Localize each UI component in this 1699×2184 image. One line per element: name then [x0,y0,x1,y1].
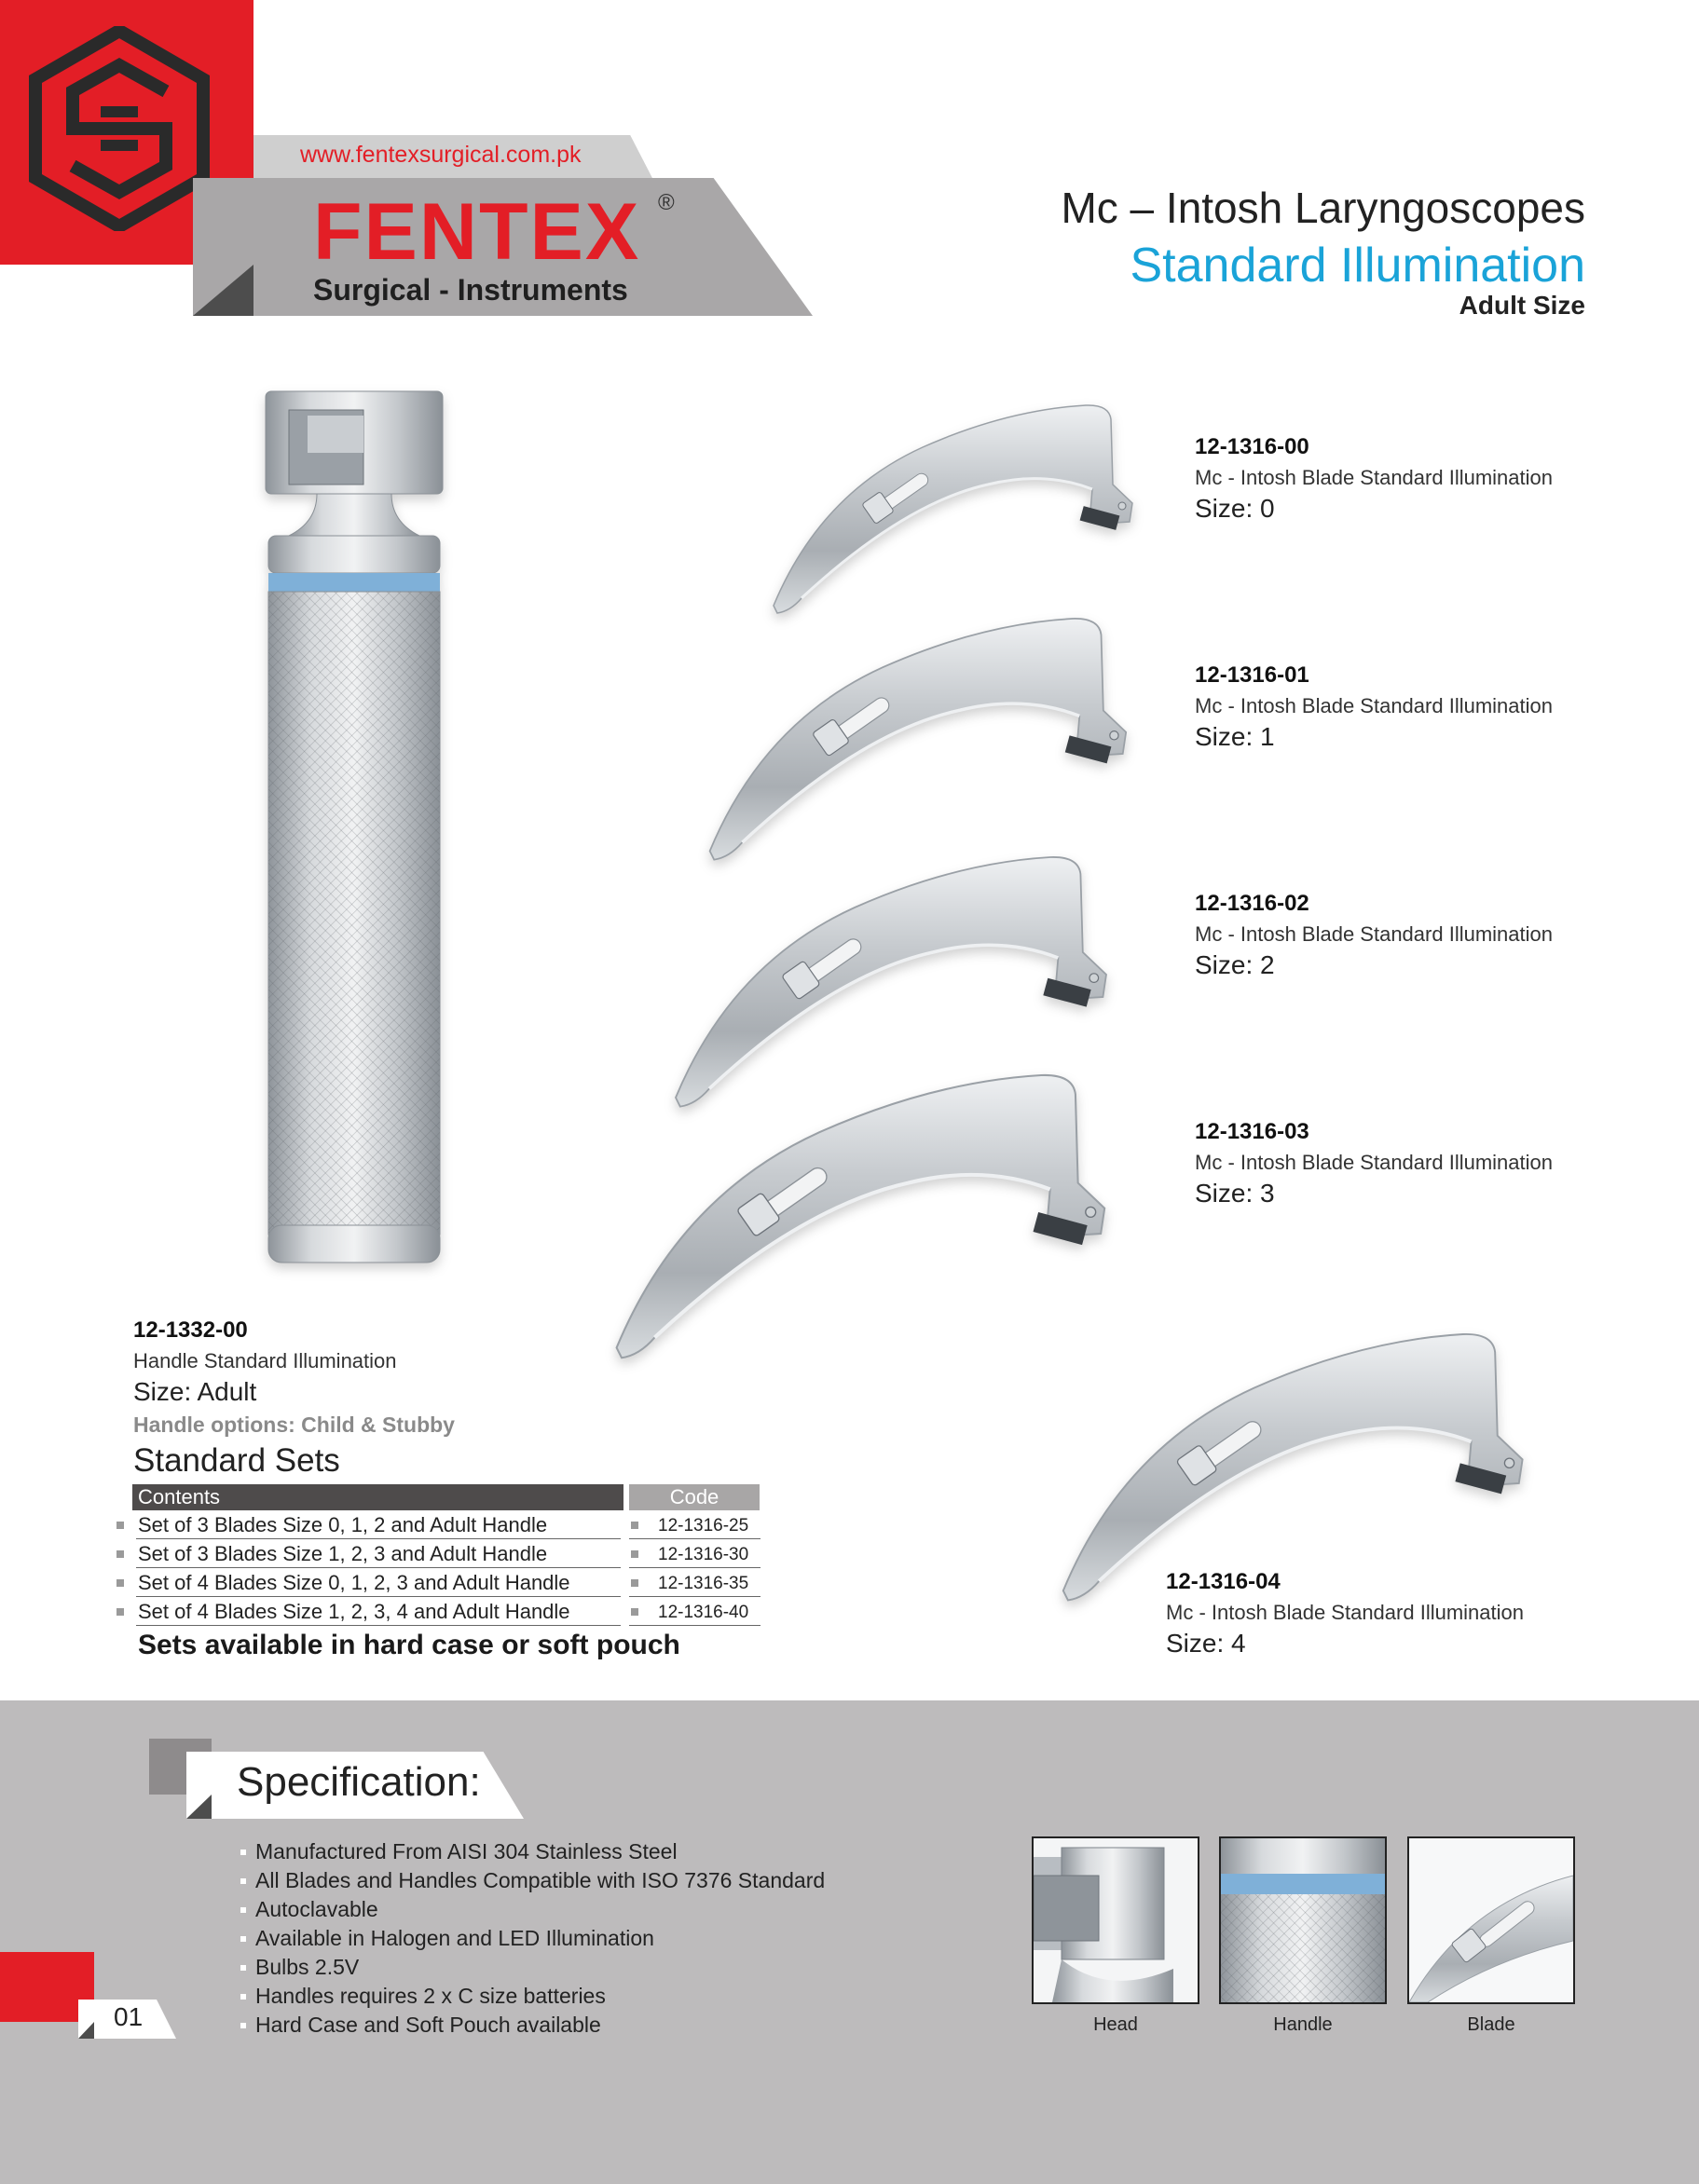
thumbnail-label: Head [1093,2014,1138,2035]
hexagon-s-logo-icon [26,26,212,231]
bullet-icon [116,1550,124,1558]
product-code: 12-1316-04 [1166,1569,1281,1594]
page-title: Mc – Intosh Laryngoscopes [1061,184,1585,232]
product-code: 12-1316-02 [1195,891,1309,916]
product-code: 12-1316-03 [1195,1119,1309,1144]
spec-item: Autoclavable [240,1895,825,1924]
product-name: Mc - Intosh Blade Standard Illumination [1166,1601,1524,1624]
set-contents: Set of 4 Blades Size 1, 2, 3, 4 and Adult Handle [138,1600,570,1623]
bullet-icon [116,1579,124,1587]
brand-tagline: Surgical - Instruments [313,273,628,307]
set-contents: Set of 3 Blades Size 1, 2, 3 and Adult Handle [138,1542,548,1565]
table-header [112,1484,764,1510]
brand-name: FENTEX [313,187,641,277]
bullet-icon [116,1608,124,1616]
handle-image [252,382,457,1276]
product-size: Size: 2 [1195,950,1275,979]
bullet-icon [631,1608,638,1616]
table-row [112,1510,764,1539]
thumbnail-handle [1219,1836,1387,2004]
registered-mark: ® [658,190,675,215]
blade-label-size-3 [1195,1119,1553,1208]
handle-closeup-image [1221,1838,1385,2002]
row-divider [629,1625,760,1626]
blade-label-size-4 [1166,1569,1524,1658]
blade-label-size-1 [1195,662,1553,752]
row-divider [136,1625,621,1626]
table-row [112,1597,764,1626]
blade-label-size-2 [1195,891,1553,980]
product-name: Mc - Intosh Blade Standard Illumination [1195,922,1553,946]
spec-title: Specification: [237,1759,481,1805]
thumbnail-head [1032,1836,1199,2004]
product-code: 12-1316-01 [1195,662,1309,688]
spec-item: Handles requires 2 x C size batteries [240,1982,825,2011]
spec-item: All Blades and Handles Compatible with ISO 7376 Standard [240,1866,825,1895]
page-number: 01 [114,2002,144,2031]
blade-label-size-0 [1195,434,1553,524]
bullet-icon [631,1579,638,1587]
set-code: 12-1316-25 [658,1516,749,1536]
bullet-icon [116,1522,124,1529]
bullet-icon [631,1550,638,1558]
table-row [112,1539,764,1568]
spec-item: Bulbs 2.5V [240,1953,825,1982]
website-link[interactable]: www.fentexsurgical.com.pk [300,142,582,168]
page-subtitle: Standard Illumination [1130,239,1585,293]
thumbnail-blade [1407,1836,1575,2004]
page-size-label: Adult Size [1459,291,1585,320]
product-size: Size: 1 [1195,722,1275,751]
spec-list [240,1837,825,2040]
table-row [112,1568,764,1597]
product-size: Size: 3 [1195,1179,1275,1208]
blade-image-size-1 [692,592,1139,862]
head-closeup-image [1034,1838,1198,2002]
product-size: Size: 4 [1166,1629,1246,1658]
sets-table [112,1484,764,1626]
thumbnail-label: Handle [1273,2014,1333,2035]
product-name: Mc - Intosh Blade Standard Illumination [1195,694,1553,717]
set-contents: Set of 4 Blades Size 0, 1, 2, 3 and Adult Handle [138,1571,570,1594]
spec-item: Hard Case and Soft Pouch available [240,2011,825,2040]
handle-label [133,1317,455,1438]
spec-item: Available in Halogen and LED Illumination [240,1924,825,1953]
blade-image-size-0 [755,382,1146,615]
product-size: Size: Adult [133,1377,257,1406]
product-code: 12-1316-00 [1195,434,1309,459]
product-name: Handle Standard Illumination [133,1349,397,1372]
spec-item: Manufactured From AISI 304 Stainless Steel [240,1837,825,1866]
set-code: 12-1316-40 [658,1603,749,1622]
product-size: Size: 0 [1195,494,1275,523]
set-contents: Set of 3 Blades Size 0, 1, 2 and Adult Handle [138,1513,548,1536]
product-name: Mc - Intosh Blade Standard Illumination [1195,466,1553,489]
product-name: Mc - Intosh Blade Standard Illumination [1195,1151,1553,1174]
thumbnail-label: Blade [1467,2014,1515,2035]
set-code: 12-1316-30 [658,1545,749,1564]
column-header-contents: Contents [132,1484,736,1510]
column-header-code: Code [629,1484,760,1510]
set-code: 12-1316-35 [658,1574,749,1593]
blade-image-size-4 [992,1304,1588,1603]
sets-heading: Standard Sets [133,1442,340,1479]
bullet-icon [631,1522,638,1529]
sets-note: Sets available in hard case or soft pouch [138,1630,680,1660]
handle-options: Handle options: Child & Stubby [133,1413,455,1437]
product-code: 12-1332-00 [133,1317,248,1343]
blade-closeup-image [1409,1838,1573,2002]
